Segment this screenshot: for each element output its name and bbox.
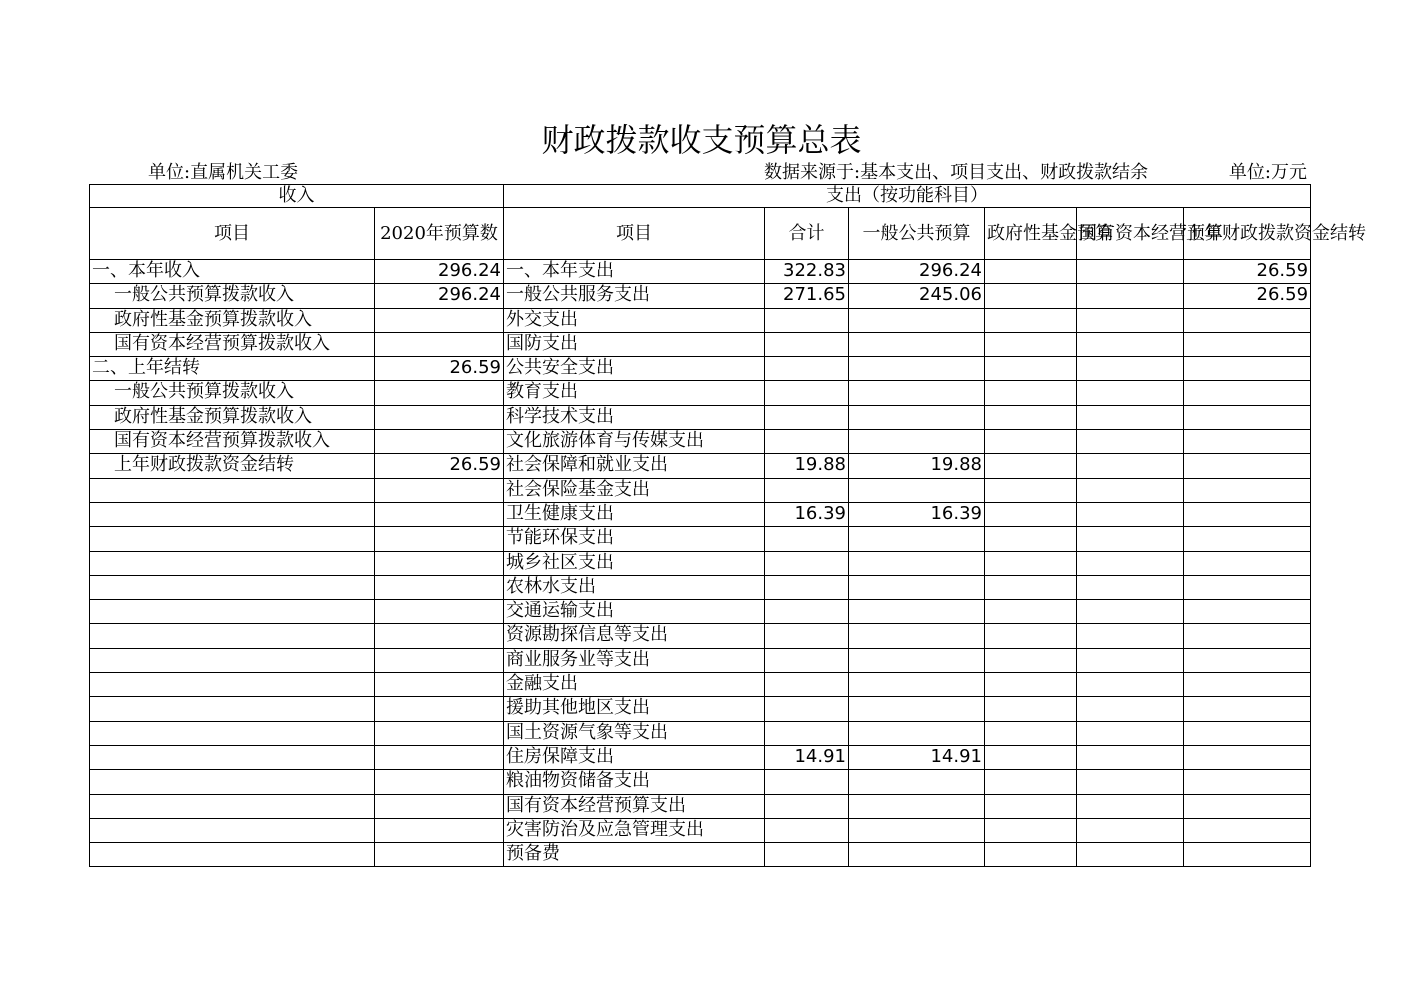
- table-row: [90, 818, 1311, 842]
- carryover-cell: [1184, 818, 1311, 842]
- carryover-cell: [1184, 308, 1311, 332]
- expense-item-cell: 国土资源气象等支出: [504, 721, 765, 745]
- gov-fund-cell: [985, 357, 1077, 381]
- state-capital-cell: [1077, 624, 1184, 648]
- gov-fund-cell: [985, 745, 1077, 769]
- gov-fund-cell: [985, 673, 1077, 697]
- income-item-cell: 一般公共预算拨款收入: [90, 381, 375, 405]
- general-budget-cell: [849, 624, 985, 648]
- carryover-cell: [1184, 357, 1311, 381]
- table-row: [90, 284, 1311, 308]
- gov-fund-cell: [985, 502, 1077, 526]
- expense-item-cell: 公共安全支出: [504, 357, 765, 381]
- expense-item-cell: 农林水支出: [504, 575, 765, 599]
- state-capital-cell: [1077, 260, 1184, 284]
- income-item-cell: 国有资本经营预算拨款收入: [90, 430, 375, 454]
- table-row: [90, 697, 1311, 721]
- expense-item-cell: 城乡社区支出: [504, 551, 765, 575]
- table-row: [90, 843, 1311, 867]
- income-budget-cell: [375, 308, 504, 332]
- state-capital-cell: [1077, 478, 1184, 502]
- general-budget-header: 一般公共预算: [849, 208, 985, 260]
- general-budget-cell: 16.39: [849, 502, 985, 526]
- income-item-cell: 国有资本经营预算拨款收入: [90, 332, 375, 356]
- state-capital-cell: [1077, 527, 1184, 551]
- income-item-cell: 二、上年结转: [90, 357, 375, 381]
- total-cell: [765, 770, 849, 794]
- state-capital-cell: [1077, 454, 1184, 478]
- income-item-cell: [90, 794, 375, 818]
- general-budget-cell: [849, 843, 985, 867]
- expense-item-cell: 教育支出: [504, 381, 765, 405]
- total-cell: [765, 818, 849, 842]
- income-item-cell: [90, 721, 375, 745]
- expense-item-cell: 金融支出: [504, 673, 765, 697]
- state-capital-cell: [1077, 600, 1184, 624]
- income-item-cell: 政府性基金预算拨款收入: [90, 308, 375, 332]
- carryover-cell: [1184, 454, 1311, 478]
- carryover-cell: [1184, 648, 1311, 672]
- carryover-cell: [1184, 430, 1311, 454]
- state-capital-cell: [1077, 308, 1184, 332]
- expense-item-cell: 粮油物资储备支出: [504, 770, 765, 794]
- general-budget-cell: [849, 794, 985, 818]
- income-budget-cell: [375, 575, 504, 599]
- general-budget-cell: [849, 357, 985, 381]
- gov-fund-cell: [985, 624, 1077, 648]
- table-row: [90, 260, 1311, 284]
- expense-item-cell: 国防支出: [504, 332, 765, 356]
- income-item-cell: [90, 502, 375, 526]
- state-capital-cell: [1077, 721, 1184, 745]
- income-item-cell: 上年财政拨款资金结转: [90, 454, 375, 478]
- table-row: [90, 405, 1311, 429]
- income-budget-cell: [375, 381, 504, 405]
- total-cell: 14.91: [765, 745, 849, 769]
- expense-group-header: 支出（按功能科目）: [504, 185, 1311, 208]
- expense-item-cell: 援助其他地区支出: [504, 697, 765, 721]
- total-cell: [765, 843, 849, 867]
- currency-unit: 单位:万元: [1228, 162, 1307, 183]
- gov-fund-cell: [985, 697, 1077, 721]
- gov-fund-cell: [985, 405, 1077, 429]
- expense-item-cell: 一、本年支出: [504, 260, 765, 284]
- general-budget-cell: [849, 818, 985, 842]
- state-capital-cell: [1077, 332, 1184, 356]
- carryover-cell: [1184, 770, 1311, 794]
- income-budget-cell: [375, 770, 504, 794]
- carryover-cell: [1184, 600, 1311, 624]
- gov-fund-cell: [985, 332, 1077, 356]
- income-item-cell: [90, 697, 375, 721]
- general-budget-cell: [849, 770, 985, 794]
- income-item-cell: [90, 600, 375, 624]
- gov-fund-cell: [985, 600, 1077, 624]
- carryover-cell: [1184, 843, 1311, 867]
- table-row: [90, 551, 1311, 575]
- expense-item-cell: 文化旅游体育与传媒支出: [504, 430, 765, 454]
- table-row: [90, 745, 1311, 769]
- income-item-cell: [90, 745, 375, 769]
- general-budget-cell: [849, 721, 985, 745]
- state-capital-cell: [1077, 648, 1184, 672]
- total-cell: [765, 648, 849, 672]
- general-budget-cell: [849, 332, 985, 356]
- gov-fund-cell: [985, 430, 1077, 454]
- state-capital-cell: [1077, 745, 1184, 769]
- expense-item-cell: 卫生健康支出: [504, 502, 765, 526]
- state-capital-cell: [1077, 770, 1184, 794]
- total-cell: [765, 600, 849, 624]
- state-capital-cell: [1077, 284, 1184, 308]
- total-cell: [765, 673, 849, 697]
- income-budget-cell: [375, 502, 504, 526]
- income-budget-header: 2020年预算数: [375, 208, 504, 260]
- total-cell: [765, 381, 849, 405]
- income-item-cell: 政府性基金预算拨款收入: [90, 405, 375, 429]
- expense-item-cell: 社会保险基金支出: [504, 478, 765, 502]
- total-cell: [765, 794, 849, 818]
- income-budget-cell: 26.59: [375, 454, 504, 478]
- income-budget-cell: [375, 527, 504, 551]
- state-capital-cell: [1077, 405, 1184, 429]
- income-item-cell: 一般公共预算拨款收入: [90, 284, 375, 308]
- state-capital-cell: [1077, 794, 1184, 818]
- total-cell: [765, 357, 849, 381]
- table-row: [90, 770, 1311, 794]
- income-budget-cell: [375, 745, 504, 769]
- carryover-cell: [1184, 527, 1311, 551]
- gov-fund-cell: [985, 818, 1077, 842]
- general-budget-cell: 296.24: [849, 260, 985, 284]
- total-cell: [765, 405, 849, 429]
- expense-item-cell: 预备费: [504, 843, 765, 867]
- table-row: [90, 648, 1311, 672]
- carryover-cell: [1184, 381, 1311, 405]
- general-budget-cell: [849, 308, 985, 332]
- total-cell: [765, 721, 849, 745]
- gov-fund-cell: [985, 308, 1077, 332]
- state-capital-cell: [1077, 697, 1184, 721]
- carryover-header: 上年财政拨款资金结转: [1184, 208, 1311, 260]
- income-item-cell: [90, 575, 375, 599]
- expense-item-cell: 外交支出: [504, 308, 765, 332]
- income-budget-cell: [375, 430, 504, 454]
- general-budget-cell: [849, 478, 985, 502]
- income-budget-cell: [375, 721, 504, 745]
- table-row: [90, 308, 1311, 332]
- gov-fund-cell: [985, 721, 1077, 745]
- budget-table: [89, 184, 1366, 867]
- expense-item-cell: 灾害防治及应急管理支出: [504, 818, 765, 842]
- general-budget-cell: [849, 405, 985, 429]
- income-item-cell: [90, 478, 375, 502]
- expense-item-cell: 住房保障支出: [504, 745, 765, 769]
- carryover-cell: [1184, 551, 1311, 575]
- income-budget-cell: 26.59: [375, 357, 504, 381]
- data-source-note: [764, 162, 1182, 184]
- total-cell: [765, 478, 849, 502]
- gov-fund-cell: [985, 648, 1077, 672]
- state-capital-cell: [1077, 430, 1184, 454]
- income-budget-cell: [375, 673, 504, 697]
- income-budget-cell: [375, 551, 504, 575]
- income-group-header: 收入: [90, 185, 504, 208]
- income-budget-cell: 296.24: [375, 260, 504, 284]
- total-cell: 19.88: [765, 454, 849, 478]
- total-cell: [765, 527, 849, 551]
- gov-fund-cell: [985, 551, 1077, 575]
- state-capital-cell: [1077, 357, 1184, 381]
- income-item-cell: [90, 770, 375, 794]
- income-budget-cell: [375, 478, 504, 502]
- income-item-cell: [90, 843, 375, 867]
- state-capital-cell: [1077, 551, 1184, 575]
- gov-fund-cell: [985, 478, 1077, 502]
- state-capital-cell: [1077, 381, 1184, 405]
- gov-fund-cell: [985, 527, 1077, 551]
- table-row: [90, 454, 1311, 478]
- expense-item-cell: 社会保障和就业支出: [504, 454, 765, 478]
- org-unit: 单位:直属机关工委: [148, 162, 299, 183]
- carryover-cell: [1184, 332, 1311, 356]
- general-budget-cell: [849, 381, 985, 405]
- total-cell: [765, 624, 849, 648]
- carryover-cell: [1184, 624, 1311, 648]
- income-item-cell: [90, 551, 375, 575]
- income-budget-cell: [375, 794, 504, 818]
- total-cell: [765, 430, 849, 454]
- carryover-cell: [1184, 405, 1311, 429]
- income-budget-cell: [375, 332, 504, 356]
- income-item-cell: [90, 648, 375, 672]
- income-budget-cell: 296.24: [375, 284, 504, 308]
- expense-item-header: 项目: [504, 208, 765, 260]
- table-row: [90, 721, 1311, 745]
- gov-fund-cell: [985, 843, 1077, 867]
- gov-fund-cell: [985, 260, 1077, 284]
- table-row: [90, 332, 1311, 356]
- gov-fund-cell: [985, 575, 1077, 599]
- expense-item-cell: 国有资本经营预算支出: [504, 794, 765, 818]
- income-budget-cell: [375, 697, 504, 721]
- total-cell: [765, 575, 849, 599]
- income-item-cell: [90, 527, 375, 551]
- total-header: 合计: [765, 208, 849, 260]
- carryover-cell: [1184, 721, 1311, 745]
- header-row-columns: [90, 208, 1311, 260]
- general-budget-cell: [849, 551, 985, 575]
- header-row-group: [90, 185, 1311, 208]
- income-budget-cell: [375, 818, 504, 842]
- table-row: [90, 624, 1311, 648]
- income-budget-cell: [375, 624, 504, 648]
- state-capital-cell: [1077, 502, 1184, 526]
- gov-fund-header: 政府性基金预算: [985, 208, 1077, 260]
- table-row: [90, 430, 1311, 454]
- table-row: [90, 794, 1311, 818]
- general-budget-cell: [849, 697, 985, 721]
- table-row: [90, 502, 1311, 526]
- general-budget-cell: [849, 527, 985, 551]
- gov-fund-cell: [985, 381, 1077, 405]
- carryover-cell: 26.59: [1184, 260, 1311, 284]
- total-cell: [765, 697, 849, 721]
- state-capital-header: 国有资本经营预算: [1077, 208, 1184, 260]
- income-budget-cell: [375, 648, 504, 672]
- carryover-cell: [1184, 575, 1311, 599]
- carryover-cell: [1184, 478, 1311, 502]
- table-row: [90, 600, 1311, 624]
- state-capital-cell: [1077, 673, 1184, 697]
- general-budget-cell: [849, 600, 985, 624]
- total-cell: [765, 308, 849, 332]
- carryover-cell: 26.59: [1184, 284, 1311, 308]
- gov-fund-cell: [985, 284, 1077, 308]
- income-item-header: 项目: [90, 208, 375, 260]
- expense-item-cell: 科学技术支出: [504, 405, 765, 429]
- table-row: [90, 478, 1311, 502]
- general-budget-cell: [849, 648, 985, 672]
- expense-item-cell: 交通运输支出: [504, 600, 765, 624]
- expense-item-cell: 资源勘探信息等支出: [504, 624, 765, 648]
- gov-fund-cell: [985, 794, 1077, 818]
- table-row: [90, 575, 1311, 599]
- total-cell: [765, 551, 849, 575]
- table-row: [90, 381, 1311, 405]
- gov-fund-cell: [985, 454, 1077, 478]
- total-cell: [765, 332, 849, 356]
- expense-item-cell: 商业服务业等支出: [504, 648, 765, 672]
- state-capital-cell: [1077, 843, 1184, 867]
- state-capital-cell: [1077, 575, 1184, 599]
- income-item-cell: [90, 818, 375, 842]
- general-budget-cell: [849, 575, 985, 599]
- total-cell: 271.65: [765, 284, 849, 308]
- income-item-cell: [90, 673, 375, 697]
- carryover-cell: [1184, 697, 1311, 721]
- income-item-cell: 一、本年收入: [90, 260, 375, 284]
- general-budget-cell: 245.06: [849, 284, 985, 308]
- income-budget-cell: [375, 405, 504, 429]
- carryover-cell: [1184, 794, 1311, 818]
- gov-fund-cell: [985, 770, 1077, 794]
- carryover-cell: [1184, 673, 1311, 697]
- total-cell: 322.83: [765, 260, 849, 284]
- general-budget-cell: [849, 430, 985, 454]
- table-row: [90, 527, 1311, 551]
- page-title: 财政拨款收支预算总表: [541, 121, 862, 159]
- general-budget-cell: 14.91: [849, 745, 985, 769]
- state-capital-cell: [1077, 818, 1184, 842]
- expense-item-cell: 一般公共服务支出: [504, 284, 765, 308]
- general-budget-cell: [849, 673, 985, 697]
- income-item-cell: [90, 624, 375, 648]
- carryover-cell: [1184, 502, 1311, 526]
- data-source-text: 数据来源于:基本支出、项目支出、财政拨款结余: [764, 162, 1149, 183]
- income-budget-cell: [375, 843, 504, 867]
- table-row: [90, 673, 1311, 697]
- expense-item-cell: 节能环保支出: [504, 527, 765, 551]
- total-cell: 16.39: [765, 502, 849, 526]
- table-row: [90, 357, 1311, 381]
- general-budget-cell: 19.88: [849, 454, 985, 478]
- income-budget-cell: [375, 600, 504, 624]
- carryover-cell: [1184, 745, 1311, 769]
